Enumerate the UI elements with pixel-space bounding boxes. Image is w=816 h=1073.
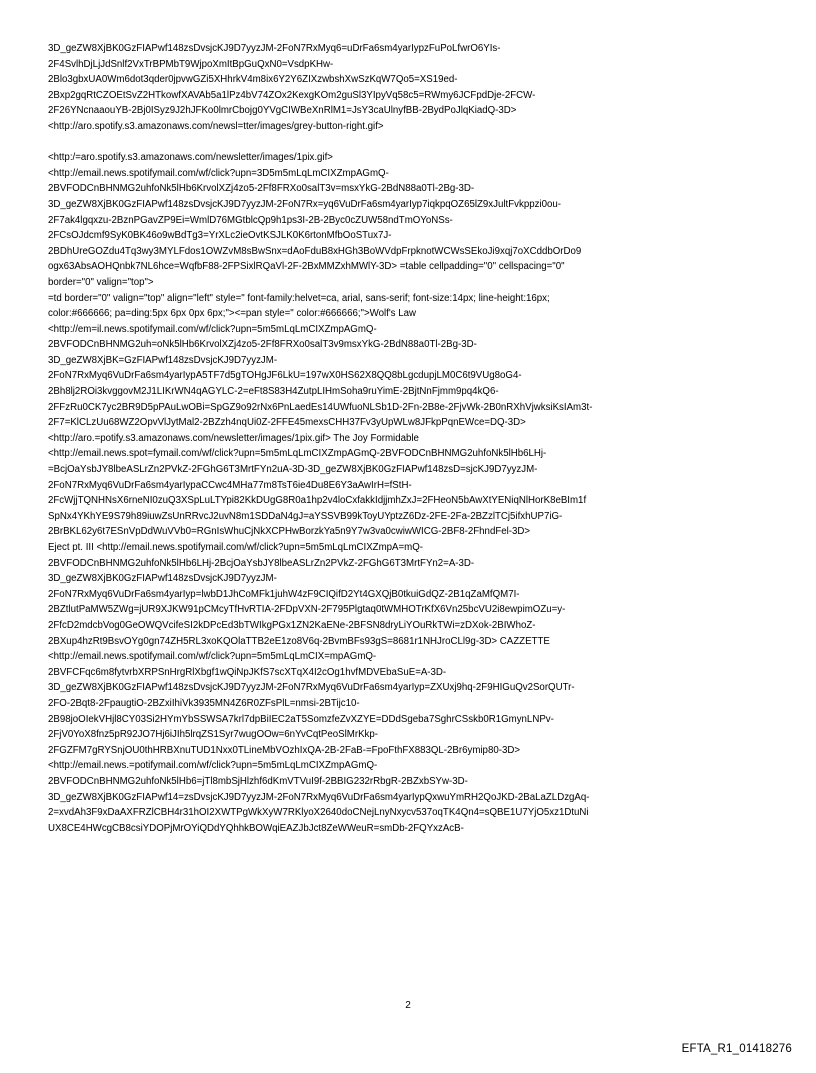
text-line: =BcjOaYsbJY8lbeASLrZn2PVkZ-2FGhG6T3MrtFYn2uA-3D-3D_geZW8XjBK0GzFIAPwf148zsD=sjcKJ9D7yyzJM- <box>48 464 538 476</box>
text-line: 3D_geZW8XjBK0GzFIAPwf14=zsDvsjcKJ9D7yyzJM-2FoN7RxMyq6VuDrFa6sm4yarIypQxwuYmRH2QoJKD-2BaLaZLDzgAq- <box>48 791 590 803</box>
text-line: 3D_geZW8XjBK0GzFIAPwf148zsDvsjcKJ9D7yyzJM-2FoN7Rx=yq6VuDrFa6sm4yarIyp7iqkpqOZ65lZ9xJultFvkppzi0ou- <box>48 198 561 210</box>
text-line: 2Blo3gbxUA0Wm6dot3qder0jpvwGZi5XHhrkV4m8ix6Y2Y6ZIXzwbshXwSzKqW7Qo5=XS19ed- <box>48 74 458 86</box>
text-line: 2FGZFM7gRYSnjOU0thHRBXnuTUD1Nxx0TLineMbVOzhIxQA-2B-2FaB-=FpoFthFX883QL-2Br6ymip80-3D> <box>48 744 520 756</box>
text-line: <http://email.news.spotifymail.com/wf/click?upn=5m5mLqLmCIX=mpAGmQ- <box>48 651 377 663</box>
text-line: <http://aro.=potify.s3.amazonaws.com/newsletter/images/1pix.gif> The Joy Formidable <box>48 432 419 444</box>
text-line: UX8CE4HWcgCB8csiYDOPjMrOYiQDdYQhhkBOWqiEAZJbJct8ZeWWeuR=smDb-2FQYxzAcB- <box>48 822 464 834</box>
text-line <box>48 883 793 899</box>
text-line: 2F7ak4lgqxzu-2BznPGavZP9Ei=WmlD76MGtblcQp9h1ps3I-2B-2Byc0cZUW58ndTmOYoNSs- <box>48 214 453 226</box>
text-line: 2FjV0YoX8fnz5pR92JO7Hj6iJIh5lrqZS1Syr7wugOOw=6nYvCqtPeoSlMrKkp- <box>48 729 378 741</box>
text-line: 2F7=KlCLzUu68WZ2OpvVlJytMal2-2BZzh4nqUi0Z-2FFE45mexsCHH37Fv3yUpWLw8JFkpPqnEWce=DQ-3D> <box>48 417 526 429</box>
text-line: color:#666666; pa=ding:5px 6px 0px 6px;"><=pan style=" color:#666666;">Wolf's Law <box>48 308 416 320</box>
page-number: 2 <box>405 1000 411 1011</box>
text-line: 2BVFCFqc6m8fytvrbXRPSnHrgRlXbgf1wQiNpJKfS7scXTqX4I2cOg1hvfMDVEbaSuE=A-3D- <box>48 666 447 678</box>
text-line: <http:/=aro.spotify.s3.amazonaws.com/newsletter/images/1pix.gif> <box>48 152 333 164</box>
text-line: 2BDhUreGOZdu4Tq3wy3MYLFdos1OWZvM8sBwSnx=dAoFduB8xHGh3BoWVdpFrpknotWCWsSEkoJi9xqj7oXCddbOrDo9 <box>48 245 582 257</box>
text-line: <http://email.news.spotifymail.com/wf/click?upn=3D5m5mLqLmCIXZmpAGmQ- <box>48 167 389 179</box>
text-line: 2Bh8lj2ROi3kvggovM2J1LIKrWN4qAGYLC-2=eFt8S83H4ZutpLIHmSoha9ruYimE-2BjtNnFjmm9pq4kQ6- <box>48 386 499 398</box>
text-line: 2BVFODCnBHNMG2uhfoNk5lHb6=jTl8mbSjHlzhf6dKmVTVuI9f-2BBIG232rRbgR-2BZxbSYw-3D- <box>48 775 468 787</box>
text-line: <http://aro.spotify.s3.amazonaws.com/newsl=tter/images/grey-button-right.gif> <box>48 120 384 132</box>
text-line: 2BZtlutPaMW5ZWg=jUR9XJKW91pCMcyTfHvRTIA-2FDpVXN-2F795Plgtaq0tWMHOTrKfX6Vn25bcVU2i8ewpimOZu=y- <box>48 604 566 616</box>
text-line: <http://em=il.news.spotifymail.com/wf/click?upn=5m5mLqLmCIXZmpAGmQ- <box>48 323 377 335</box>
text-line: 2FoN7RxMyq6VuDrFa6sm4yarIyp=lwbD1JhCoMFk1juhW4zF9CIQifD2Yt4GXQjB0tkuiGdQZ-2B1qZaMfQM7I- <box>48 588 520 600</box>
document-body <box>48 41 793 899</box>
text-line: Eject pt. III <http://email.news.spotifymail.com/wf/click?upn=5m5mLqLmCIXZmpA=mQ- <box>48 542 423 553</box>
text-line <box>48 852 793 868</box>
text-line: 2FoN7RxMyq6VuDrFa6sm4yarIypaCCwc4MHa77m8TsT6ie4Du8E6Y3aAwIrH=fStH- <box>48 479 412 491</box>
text-block-1 <box>48 41 793 135</box>
text-line: =td border="0" valign="top" align="left" style=" font-family:helvet=ca, arial, sans-serif; font-size:14px; line-height:16px; <box>48 292 550 304</box>
text-line: border="0" valign="top"> <box>48 276 154 288</box>
text-line: ogx63AbsAOHQnbk7NL6hce=WqfbF88-2FPSixlRQaVl-2F-2BxMMZxhMWlY-3D> =table cellpadding="0" cellspacing="0" <box>48 261 565 273</box>
text-line <box>48 867 793 883</box>
text-line: 2FO-2Bqt8-2FpaugtiO-2BZxiIhiVk3935MN4Z6R0ZFsPlL=nmsi-2BTijc10- <box>48 697 360 709</box>
text-line: 2FcWjjTQNHNsX6rneNI0zuQ3XSpLuLTYpi82KkDUgG8R0a1hp2v4loCxfakkIdjjmhZxJ=2FHeoN5bAwXtYENiqNlHorK8eBIm1f <box>48 495 587 507</box>
text-line: 2BrBKL62y6t7ESnVpDdWuVVb0=RGnIsWhuCjNkXCPHwBorzkYa5n9Y7w3va0cwiwWICG-2BF8-2FhndFel-3D> <box>48 526 531 538</box>
text-line: 2Bxp2gqRtCZOEtSvZ2HTkowfXAVAb5a1lPz4bV74ZOx2KexgKOm2guSl3YIpyVq58c5=RWmy6JCFpdDje-2FCW- <box>48 89 536 101</box>
text-line: 3D_geZW8XjBK0GzFIAPwf148zsDvsjcKJ9D7yyzJM-2FoN7RxMyq6VuDrFa6sm4yarIyp=ZXUxj9hq-2F9HIGuQv2SorQUTr- <box>48 682 575 694</box>
text-line: 2BVFODCnBHNMG2uhfoNk5lHb6LHj-2BcjOaYsbJY8lbeASLrZn2PVkZ-2FGhG6T3MrtFYn2=A-3D- <box>48 557 475 569</box>
text-block-2 <box>48 150 793 899</box>
text-line: SpNx4YKhYE9S79h89iuwZsUnRRvcJ2uvN8m1SDDaN4gJ=aYSSVB99kToyUYptzZ6Dz-2FE-2Fa-2BZzlTCj5ifxhUP7iG- <box>48 510 563 522</box>
text-line: 3D_geZW8XjBK0GzFIAPwf148zsDvsjcKJ9D7yyzJM- <box>48 573 277 585</box>
text-line: 2BVFODCnBHNMG2uh=oNk5lHb6KrvolXZj4zo5-2Ff8FRXo0salT3v9msxYkG-2BdN88a0Tl-2Bg-3D- <box>48 339 477 351</box>
text-line: 2F4SvlhDjLjJdSnlf2VxTrBPMbT9WjpoXmItBpGuQxN0=VsdpKHw- <box>48 58 334 70</box>
text-line: 2FoN7RxMyq6VuDrFa6sm4yarIypA5TF7d5gTOHgJF6LkU=197wX0HS62X8QQ8bLgcdupjLM0C6t9VUg8oG4- <box>48 370 522 382</box>
paragraph-gap <box>48 135 793 151</box>
text-line: 3D_geZW8XjBK=GzFIAPwf148zsDvsjcKJ9D7yyzJM- <box>48 354 278 366</box>
text-line: 2=xvdAh3F9xDaAXFRZlCBH4r31hOI2XWTPgWkXyW7RKlyoX2640doCNejLnyNxycv537oqTK4Qn4=sQBE1U7YjO5xz1DtuNi <box>48 807 589 819</box>
text-line: <http://email.news.=potifymail.com/wf/click?upn=5m5mLqLmCIXZmpAGmQ- <box>48 760 378 772</box>
text-line: 2B98joOIekVHjl8CY03Si2HYmYbSSWSA7krl7dpBiIEC2aT5SomzfeZvXZYE=DDdSgeba7SghrCSskb0R1GmynLNPv- <box>48 713 554 725</box>
text-line: 3D_geZW8XjBK0GzFIAPwf148zsDvsjcKJ9D7yyzJM-2FoN7RxMyq6=uDrFa6sm4yarIypzFuPoLfwrO6YIs- <box>48 43 501 54</box>
text-line <box>48 836 793 852</box>
bates-number: EFTA_R1_01418276 <box>681 1043 792 1055</box>
text-line: 2BXup4hzRt9BsvOYg0gn74ZH5RL3xoKQOlaTTB2eE1zo8V6q-2BvmBFs93gS=8681r1NHJroCLl9g-3D> CAZZETTE <box>48 635 550 647</box>
text-line: 2FFzRu0CK7yc2BR9D5pPAuLwOBi=SpGZ9o92rNx6PnLaedEs14UWfuoNLSb1D-2Fn-2B8e-2FjvWk-2B0nRXhVjwksiKsIAm3t- <box>48 401 593 413</box>
text-line: 2FCsOJdcmf9SyK0BK46o9wBdTg3=YrXLc2ieOvtKSJLK0K6rtonMfbOoSTux7J- <box>48 230 392 242</box>
text-line: 2BVFODCnBHNMG2uhfoNk5lHb6KrvolXZj4zo5-2Ff8FRXo0salT3v=msxYkG-2BdN88a0Tl-2Bg-3D- <box>48 183 475 195</box>
text-line: 2F26YNcnaaouYB-2Bj0ISyz9J2hJFKo0lmrCbojg0YVgCIWBeXnRlM1=JsY3caUlnyfBB-2BydPoJlqKiadQ-3D> <box>48 105 517 117</box>
text-line: 2FfcD2mdcbVog0GeOWQVcifeSI2kDPcEd3bTWIkgPGx1ZN2KaENe-2BFSN8dryLiYOuRkTWi=zDXok-2BIWhoZ- <box>48 619 536 631</box>
text-line: <http://email.news.spot=fymail.com/wf/click?upn=5m5mLqLmCIXZmpAGmQ-2BVFODCnBHNMG2uhfoNk5lHb6LHj- <box>48 448 547 460</box>
